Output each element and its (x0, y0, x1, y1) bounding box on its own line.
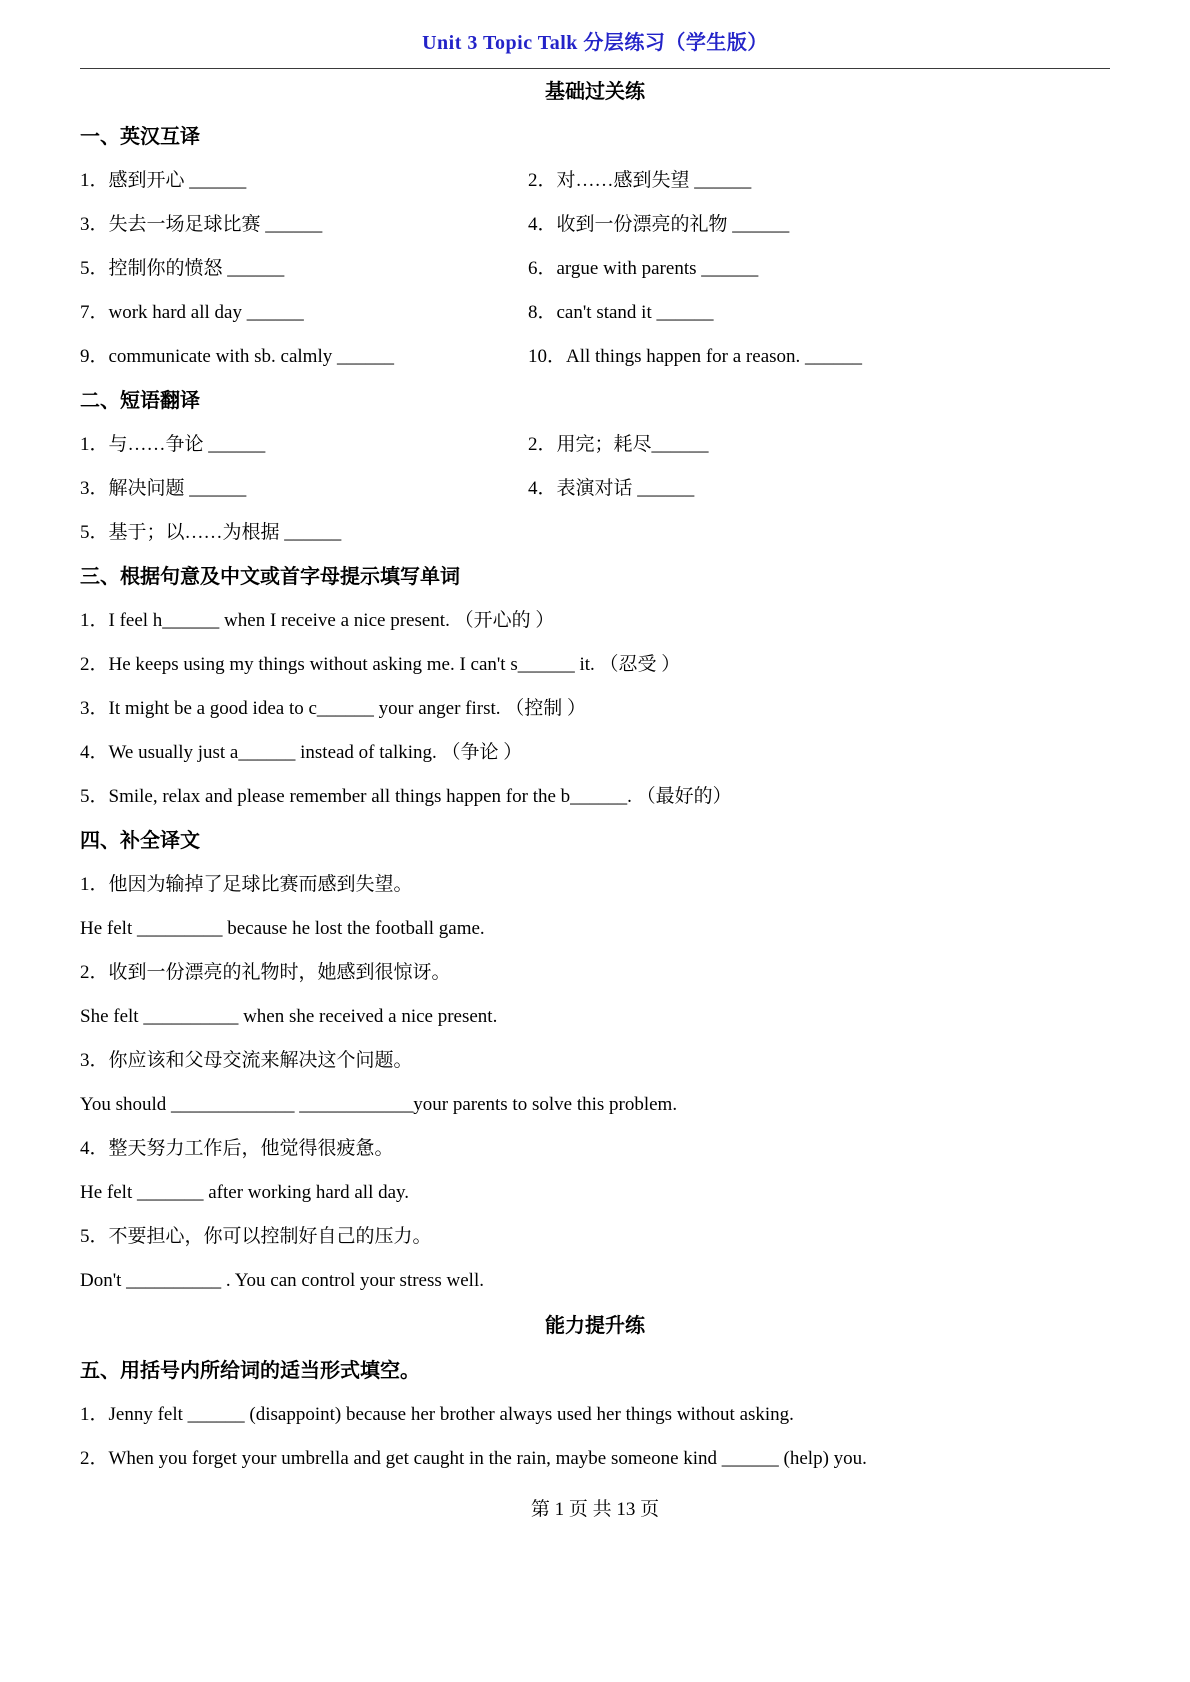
section3-heading: 三、根据句意及中文或首字母提示填写单词 (80, 566, 460, 588)
exercise-item: 5．基于；以……为根据 ______ (80, 522, 342, 543)
exercise-item: 2．对……感到失望 ______ (528, 170, 752, 191)
exercise-item: 1．感到开心 ______ (80, 170, 247, 191)
section3-item-list (80, 599, 1110, 819)
exercise-answer-line: He felt _________ because he lost the football game. (80, 918, 485, 939)
part-heading-basic: 基础过关练 (545, 81, 645, 103)
exercise-item: 2．When you forget your umbrella and get caught in the rain, maybe someone kind ______ (help) you. (80, 1448, 867, 1469)
exercise-item: 7．work hard all day ______ (80, 302, 304, 323)
exercise-answer-line: You should _____________ ____________your parents to solve this problem. (80, 1094, 678, 1115)
section2-heading: 二、短语翻译 (80, 390, 200, 412)
section4-heading: 四、补全译文 (80, 830, 200, 852)
section4-line-list (80, 863, 1110, 1303)
section5-heading: 五、用括号内所给词的适当形式填空。 (80, 1360, 420, 1382)
exercise-prompt: 5．不要担心，你可以控制好自己的压力。 (80, 1226, 432, 1247)
exercise-item: 1．Jenny felt ______ (disappoint) because her brother always used her things without asking. (80, 1404, 794, 1425)
exercise-item: 5．Smile, relax and please remember all things happen for the b______. （最好的） (80, 786, 732, 807)
exercise-item: 3．It might be a good idea to c______ your anger first. （控制 ） (80, 698, 587, 719)
exercise-item: 2．用完；耗尽______ (528, 434, 709, 455)
exercise-item: 6．argue with parents ______ (528, 258, 759, 279)
exercise-item: 4．表演对话 ______ (528, 478, 695, 499)
page-footer: 第 1 页 共 13 页 (530, 1499, 660, 1520)
part-heading-advanced: 能力提升练 (545, 1315, 645, 1337)
exercise-prompt: 3．你应该和父母交流来解决这个问题。 (80, 1050, 413, 1071)
exercise-prompt: 1．他因为输掉了足球比赛而感到失望。 (80, 874, 413, 895)
exercise-item: 1．I feel h______ when I receive a nice present. （开心的 ） (80, 610, 555, 631)
document-title: Unit 3 Topic Talk 分层练习（学生版） (422, 32, 768, 54)
exercise-item: 3．解决问题 ______ (80, 478, 247, 499)
exercise-item: 4．We usually just a______ instead of talking. （争论 ） (80, 742, 523, 763)
section2-item-grid (80, 423, 1110, 555)
exercise-item: 2．He keeps using my things without asking me. I can't s______ it. （忍受 ） (80, 654, 681, 675)
section1-heading: 一、英汉互译 (80, 126, 200, 148)
exercise-item: 3．失去一场足球比赛 ______ (80, 214, 323, 235)
exercise-item: 10．All things happen for a reason. ______ (528, 346, 863, 367)
section5-item-list (80, 1393, 1110, 1481)
exercise-prompt: 2．收到一份漂亮的礼物时，她感到很惊讶。 (80, 962, 451, 983)
exercise-item: 9．communicate with sb. calmly ______ (80, 346, 394, 367)
exercise-item: 4．收到一份漂亮的礼物 ______ (528, 214, 790, 235)
exercise-item: 8．can't stand it ______ (528, 302, 714, 323)
section1-item-grid (80, 159, 1110, 379)
exercise-answer-line: He felt _______ after working hard all day. (80, 1182, 410, 1203)
exercise-answer-line: Don't __________ . You can control your stress well. (80, 1270, 484, 1291)
exercise-answer-line: She felt __________ when she received a nice present. (80, 1006, 498, 1027)
exercise-prompt: 4．整天努力工作后，他觉得很疲惫。 (80, 1138, 394, 1159)
exercise-item: 1．与……争论 ______ (80, 434, 266, 455)
exercise-item: 5．控制你的愤怒 ______ (80, 258, 285, 279)
